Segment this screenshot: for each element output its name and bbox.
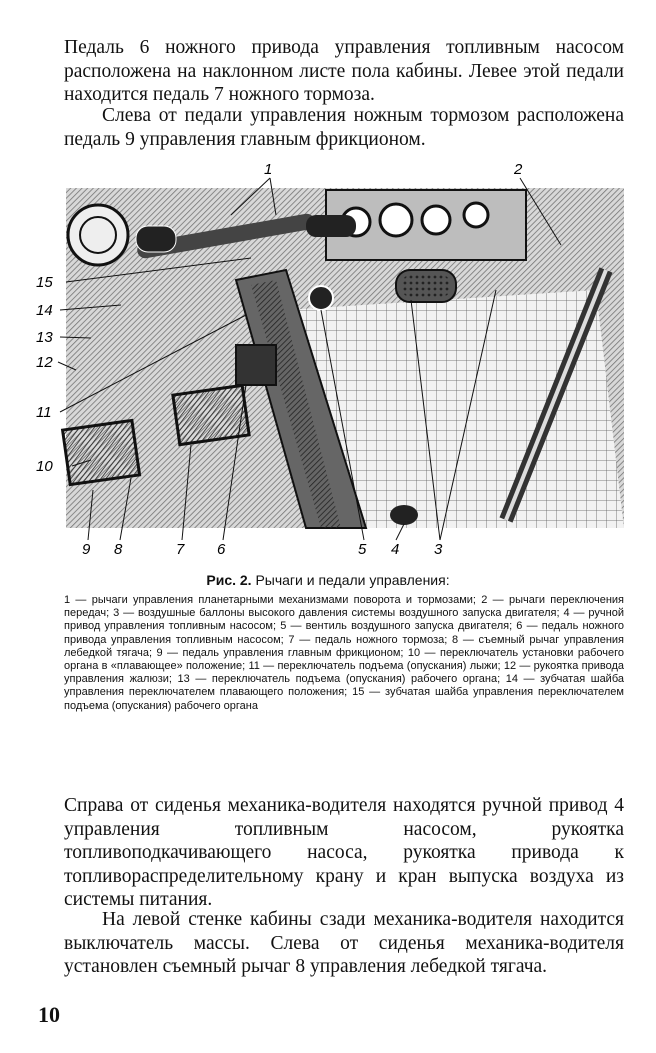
paragraph-right-of-seat: Справа от сиденья механика-водителя находятся ручной привод 4 управления топливным насосом, рукоятка топливоподкачивающего насоса, рукоятка привода к топливораспределительному крану и кран выпуска воздуха из системы питания. xyxy=(64,795,624,910)
paragraph-left-wall: На левой стенке кабины сзади механика-водителя находится выключатель массы. Слева от сиденья механика-водителя установлен съемный рычаг 8 управления лебедкой тягача. xyxy=(64,909,624,977)
callout-13: 13 xyxy=(36,329,53,346)
callout-8: 8 xyxy=(114,541,123,558)
figure-caption xyxy=(0,572,656,588)
callout-4: 4 xyxy=(391,541,400,558)
callout-1: 1 xyxy=(264,161,273,178)
callout-9: 9 xyxy=(82,541,91,558)
callout-11: 11 xyxy=(36,404,52,421)
page-number: 10 xyxy=(38,1002,60,1027)
callout-10: 10 xyxy=(36,458,53,475)
callout-3: 3 xyxy=(434,541,443,558)
callout-6: 6 xyxy=(217,541,226,558)
figure-caption-title: Рычаги и педали управления: xyxy=(255,572,450,588)
callout-7: 7 xyxy=(176,541,185,558)
figure-caption-label: Рис. 2. xyxy=(206,572,252,588)
figure-legend: 1 — рычаги управления планетарными механизмами поворота и тормозами; 2 — рычаги переключения передач; 3 — воздушные баллоны высокого давления системы воздушного запуска двигателя; 4 — ручной привод управления топливным насосом; 5 — вентиль воздушного запуска двигателя; 6 — педаль ножного привода управления топливным насосом; 7 — педаль ножного тормоза; 8 — съемный рычаг управления лебедкой тягача; 9 — педаль управления главным фрикционом; 10 — переключатель установки рабочего органа в «плавающее» положение; 11 — переключатель подъема (опускания) лыжи; 12 — рукоятка привода управления жалюзи; 13 — переключатель подъема (опускания) рабочего органа; 14 — зубчатая шайба управления переключателем плавающего положения; 15 — зубчатая шайба управления переключателем подъема (опускания) рабочего органа xyxy=(64,594,624,712)
callout-5: 5 xyxy=(358,541,367,558)
callout-15: 15 xyxy=(36,274,53,291)
callout-2: 2 xyxy=(514,161,523,178)
callout-12: 12 xyxy=(36,354,53,371)
callout-14: 14 xyxy=(36,302,53,319)
paragraph-clutch-pedal: Слева от педали управления ножным тормозом расположена педаль 9 управления главным фрикционом. xyxy=(64,105,624,150)
controls-illustration xyxy=(36,160,624,568)
paragraph-pedals: Педаль 6 ножного привода управления топливным насосом расположена на наклонном листе пола кабины. Левее этой педали находится педаль 7 ножного тормоза. xyxy=(64,37,624,105)
